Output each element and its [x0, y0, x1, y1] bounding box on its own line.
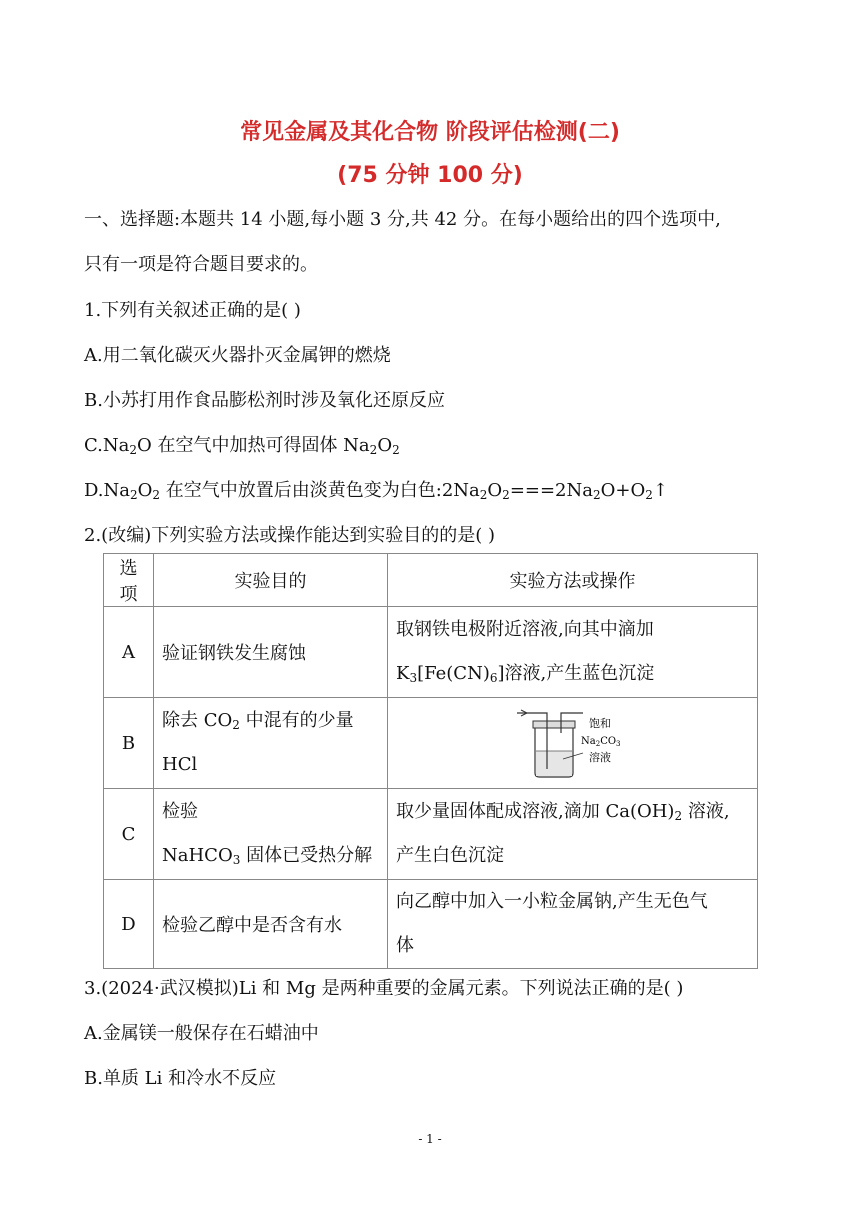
table-row [104, 880, 758, 969]
q2-stem: 2.(改编)下列实验方法或操作能达到实验目的的是( ) [84, 525, 495, 546]
q3-stem: 3.(2024·武汉模拟)Li 和 Mg 是两种重要的金属元素。下列说法正确的是( ) [84, 978, 684, 999]
q1-stem: 1.下列有关叙述正确的是( ) [84, 300, 301, 321]
gas-washing-bottle-diagram [513, 703, 633, 783]
row-a-option: A [104, 607, 154, 698]
diagram-label-saturated: 饱和 [588, 717, 611, 730]
row-d-aim: 检验乙醇中是否含有水 [154, 880, 388, 969]
page-title: 常见金属及其化合物 阶段评估检测(二) [240, 120, 620, 145]
row-d-method: 向乙醇中加入一小粒金属钠,产生无色气 体 [388, 880, 758, 969]
section-intro-line2: 只有一项是符合题目要求的。 [84, 254, 318, 275]
row-c-option: C [104, 789, 154, 880]
row-b-method [388, 698, 758, 789]
table-row [104, 607, 758, 698]
q3-option-a: A.金属镁一般保存在石蜡油中 [84, 1023, 319, 1044]
section-intro-line1: 一、选择题:本题共 14 小题,每小题 3 分,共 42 分。在每小题给出的四个选项中, [84, 209, 721, 230]
row-a-aim: 验证钢铁发生腐蚀 [154, 607, 388, 698]
header-aim: 实验目的 [154, 554, 388, 607]
q2-table [103, 553, 758, 969]
table-header-row [104, 554, 758, 607]
header-option: 选项 [104, 554, 154, 607]
row-b-option: B [104, 698, 154, 789]
page-subtitle: (75 分钟 100 分) [337, 163, 523, 188]
row-c-method: 取少量固体配成溶液,滴加 $Ca(OH)_2$ 溶液, 产生白色沉淀 [388, 789, 758, 880]
row-b-aim: 除去 $CO_2$ 中混有的少量 HCl [154, 698, 388, 789]
table-row [104, 789, 758, 880]
header-method: 实验方法或操作 [388, 554, 758, 607]
q1-option-d: $D.Na_2O_2$ 在空气中放置后由淡黄色变为白色$:2Na_2O_2===2Na_2O+O_2↑$ [84, 480, 668, 502]
q1-option-a: A.用二氧化碳灭火器扑灭金属钾的燃烧 [84, 345, 391, 366]
page-number: - 1 - [418, 1132, 442, 1146]
diagram-label-solution: 溶液 [588, 751, 611, 764]
q3-option-b: B.单质 Li 和冷水不反应 [84, 1068, 277, 1089]
table-row [104, 698, 758, 789]
row-d-option: D [104, 880, 154, 969]
row-c-aim: 检验 NaHCO$_3$ 固体已受热分解 [154, 789, 388, 880]
q1-option-b: B.小苏打用作食品膨松剂时涉及氧化还原反应 [84, 390, 445, 411]
diagram-label-formula: $Na_2CO_3$ [580, 736, 621, 748]
row-a-method: 取钢铁电极附近溶液,向其中滴加 $K_3[Fe(CN)_6]$溶液,产生蓝色沉淀 [388, 607, 758, 698]
q1-option-c: $C.Na_2O$ 在空气中加热可得固体 $Na_2O_2$ [84, 435, 400, 457]
